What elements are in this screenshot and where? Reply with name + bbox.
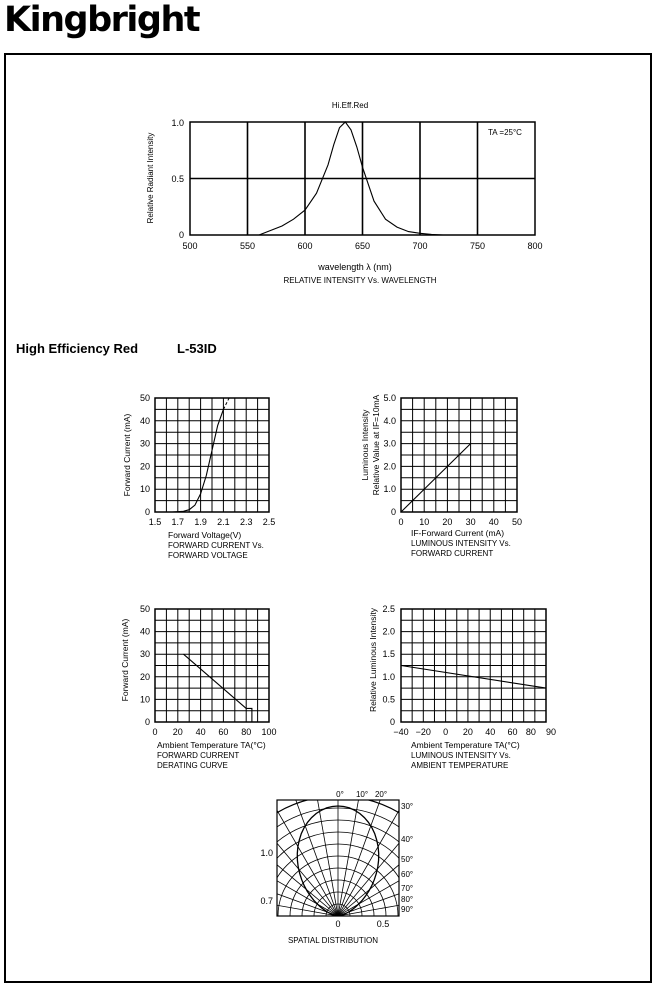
angle-label: 90° (401, 905, 414, 914)
temperature-annotation: TA =25°C (488, 128, 522, 137)
y-tick-label: 10 (139, 484, 150, 495)
y-tick-label: 2.0 (383, 461, 396, 472)
y-tick-label: 40 (139, 626, 150, 637)
y-axis-label: Relative Luminous Intensity (368, 608, 378, 712)
radial-label: 0.5 (376, 919, 390, 929)
x-tick-label: 650 (354, 241, 371, 251)
chart-caption: LUMINOUS INTENSITY Vs. (411, 539, 511, 548)
y-tick-label: 50 (139, 604, 150, 614)
y-tick-label: 20 (139, 671, 150, 682)
x-tick-label: 80 (525, 727, 536, 737)
angle-label: 40° (401, 835, 414, 844)
x-tick-label: 20 (442, 517, 453, 527)
x-tick-label: 40 (488, 517, 499, 527)
angle-label: 30° (401, 802, 414, 811)
chart-caption: LUMINOUS INTENSITY Vs. (411, 751, 511, 760)
x-tick-label: 1.7 (171, 517, 185, 527)
x-tick-label: 1.5 (148, 517, 162, 527)
y-axis-label: Forward Current (mA) (120, 618, 130, 702)
series-line (172, 409, 223, 512)
y-tick-label: 1.0 (171, 118, 184, 128)
part-family-heading: High Efficiency Red (16, 341, 139, 356)
x-tick-label: 50 (511, 517, 523, 527)
x-tick-label: 20 (462, 727, 473, 737)
y-tick-label: 30 (139, 438, 150, 449)
y-tick-label: 2.5 (382, 604, 395, 614)
chart-caption: FORWARD CURRENT (411, 549, 494, 558)
x-tick-label: 60 (507, 727, 518, 737)
y-axis-label: Relative Value at IF=10mA (371, 394, 381, 496)
x-tick-label: 10 (419, 517, 430, 527)
chart-caption: RELATIVE INTENSITY Vs. WAVELENGTH (283, 276, 437, 285)
y-tick-label: 0.5 (382, 694, 395, 705)
x-tick-label: 2.5 (262, 517, 276, 527)
y-tick-label: 20 (139, 461, 150, 472)
x-tick-label: 550 (239, 241, 256, 251)
x-tick-label: 600 (297, 241, 313, 251)
y-tick-label: 40 (139, 415, 150, 426)
angle-label: 60° (401, 870, 414, 879)
chart-caption: SPATIAL DISTRIBUTION (287, 936, 379, 945)
x-tick-label: 40 (485, 727, 496, 737)
angle-label: 0° (336, 790, 344, 799)
x-axis-label: Ambient Temperature TA(°C) (411, 740, 520, 750)
x-tick-label: 1.9 (194, 517, 207, 527)
x-tick-label: 2.3 (239, 517, 253, 527)
y-axis-label: Luminous Intensity (360, 409, 370, 481)
y-tick-label: 0 (144, 507, 150, 517)
chart-caption: FORWARD VOLTAGE (168, 551, 248, 560)
x-axis-label: Forward Voltage(V) (168, 530, 242, 540)
x-tick-label: 60 (218, 727, 229, 737)
x-tick-label: 800 (527, 241, 543, 251)
chart-caption: AMBIENT TEMPERATURE (411, 761, 509, 770)
y-tick-label: 0 (390, 507, 396, 517)
chart-title: Hi.Eff.Red (331, 101, 369, 110)
angle-label: 70° (401, 884, 414, 893)
y-tick-label: 4.0 (383, 415, 396, 426)
angle-label: 80° (401, 895, 414, 904)
y-tick-label: 0 (389, 717, 395, 727)
y-tick-label: 3.0 (383, 438, 396, 449)
y-tick-label: 0 (178, 230, 184, 240)
chart-caption: FORWARD CURRENT (157, 751, 240, 760)
series-line-dashed (223, 398, 229, 409)
y-axis-label: Relative Radiant Intensity (146, 132, 155, 224)
x-tick-label: 100 (261, 727, 277, 737)
chart-caption: DERATING CURVE (157, 761, 228, 770)
x-tick-label: 90 (545, 727, 557, 737)
x-tick-label: 0 (398, 517, 404, 527)
x-tick-label: 20 (172, 727, 183, 737)
y-axis-label: Forward Current (mA) (122, 413, 132, 497)
x-tick-label: 30 (465, 517, 476, 527)
y-tick-label: 30 (139, 649, 150, 660)
angle-label: 10° (355, 790, 369, 799)
y-tick-label: 0 (144, 717, 150, 727)
x-tick-label: 0 (152, 727, 158, 737)
radial-label: 1.0 (260, 848, 273, 858)
y-tick-label: 1.0 (383, 484, 396, 495)
x-tick-label: 750 (469, 241, 486, 251)
x-tick-label: 80 (241, 727, 252, 737)
y-tick-label: 5.0 (383, 393, 396, 403)
angle-label: 20° (374, 790, 388, 799)
x-tick-label: −20 (415, 727, 431, 737)
x-tick-label: −40 (393, 727, 409, 737)
x-axis-label: IF-Forward Current (mA) (411, 528, 505, 538)
part-number-heading: L-53ID (177, 341, 217, 356)
y-tick-label: 1.5 (382, 649, 395, 660)
x-tick-label: 2.1 (217, 517, 230, 527)
y-tick-label: 0.5 (171, 174, 184, 184)
y-tick-label: 10 (139, 694, 150, 705)
y-tick-label: 1.0 (382, 671, 395, 682)
radial-label: 0 (335, 919, 341, 929)
x-axis-label: wavelength λ (nm) (318, 262, 392, 272)
y-tick-label: 50 (139, 393, 150, 403)
angle-label: 50° (401, 855, 414, 864)
x-tick-label: 40 (195, 727, 206, 737)
chart-caption: FORWARD CURRENT Vs. (168, 541, 264, 550)
radial-label: 0.7 (260, 896, 273, 906)
x-tick-label: 0 (443, 727, 449, 737)
x-tick-label: 700 (412, 241, 428, 251)
polar-grid (213, 791, 463, 990)
x-axis-label: Ambient Temperature TA(°C) (157, 740, 266, 750)
x-tick-label: 500 (182, 241, 198, 251)
y-tick-label: 2.0 (382, 626, 395, 637)
brand-logo: Kingbright (4, 0, 200, 40)
